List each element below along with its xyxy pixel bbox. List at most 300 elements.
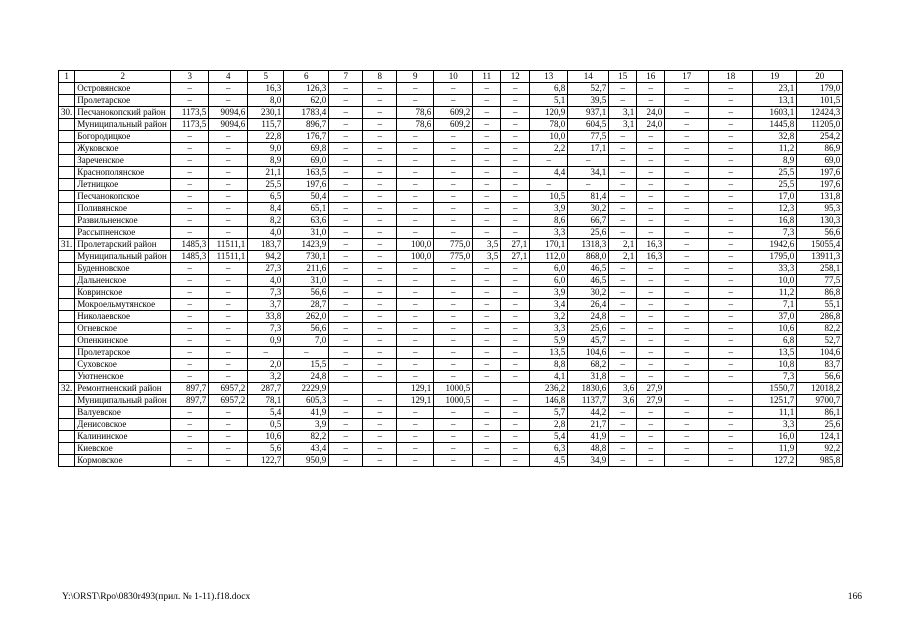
value-cell: – xyxy=(363,191,397,203)
value-cell: – xyxy=(709,143,753,155)
row-number-cell xyxy=(59,191,75,203)
value-cell: – xyxy=(397,419,434,431)
value-cell: – xyxy=(665,335,709,347)
value-cell: – xyxy=(473,155,501,167)
value-cell: – xyxy=(501,311,530,323)
value-cell: – xyxy=(363,347,397,359)
value-cell: – xyxy=(501,203,530,215)
row-number-cell xyxy=(59,407,75,419)
value-cell: 12018,2 xyxy=(797,383,843,395)
footer-file-path: Y:\ORST\Rpo\0830r493(прил. № 1-11).f18.docx xyxy=(62,592,251,602)
value-cell: – xyxy=(609,419,637,431)
value-cell: – xyxy=(171,179,209,191)
value-cell: 122,7 xyxy=(248,455,284,467)
value-cell: – xyxy=(568,155,609,167)
value-cell: 24,0 xyxy=(637,107,665,119)
value-cell: – xyxy=(665,287,709,299)
value-cell: – xyxy=(171,335,209,347)
value-cell: – xyxy=(473,179,501,191)
value-cell: – xyxy=(434,179,473,191)
value-cell: 9094,6 xyxy=(209,107,248,119)
value-cell: 81,4 xyxy=(568,191,609,203)
value-cell: – xyxy=(501,287,530,299)
row-number-cell xyxy=(59,359,75,371)
value-cell: – xyxy=(363,395,397,407)
value-cell: 52,7 xyxy=(568,83,609,95)
value-cell: – xyxy=(709,191,753,203)
value-cell: 197,6 xyxy=(797,167,843,179)
value-cell: – xyxy=(434,95,473,107)
column-number-header: 8 xyxy=(363,71,397,83)
value-cell: – xyxy=(397,263,434,275)
value-cell: – xyxy=(665,143,709,155)
value-cell: – xyxy=(397,443,434,455)
value-cell: – xyxy=(473,287,501,299)
row-number-cell xyxy=(59,299,75,311)
value-cell: – xyxy=(665,263,709,275)
territory-name-cell: Островянское xyxy=(75,83,171,95)
value-cell: 1000,5 xyxy=(434,383,473,395)
value-cell: 31,0 xyxy=(284,275,329,287)
value-cell: 5,4 xyxy=(530,431,568,443)
value-cell: – xyxy=(209,347,248,359)
value-cell: 33,8 xyxy=(248,311,284,323)
value-cell: – xyxy=(609,311,637,323)
value-cell: 21,1 xyxy=(248,167,284,179)
territory-name-cell: Денисовское xyxy=(75,419,171,431)
value-cell: – xyxy=(665,119,709,131)
value-cell: 1173,5 xyxy=(171,107,209,119)
value-cell: – xyxy=(209,287,248,299)
territory-name-cell: Кормовское xyxy=(75,455,171,467)
value-cell: – xyxy=(501,395,530,407)
value-cell: – xyxy=(171,431,209,443)
value-cell: – xyxy=(665,95,709,107)
value-cell: 1485,3 xyxy=(171,251,209,263)
value-cell: – xyxy=(329,335,363,347)
value-cell: – xyxy=(609,347,637,359)
table-header-row xyxy=(59,71,843,83)
value-cell: 100,0 xyxy=(397,239,434,251)
value-cell: – xyxy=(709,179,753,191)
value-cell: – xyxy=(329,191,363,203)
row-number-cell xyxy=(59,167,75,179)
value-cell: 27,3 xyxy=(248,263,284,275)
value-cell: – xyxy=(665,311,709,323)
value-cell: 66,7 xyxy=(568,215,609,227)
row-number-cell xyxy=(59,323,75,335)
value-cell: – xyxy=(709,203,753,215)
value-cell: 68,2 xyxy=(568,359,609,371)
table-row xyxy=(59,107,843,119)
value-cell: – xyxy=(363,455,397,467)
value-cell xyxy=(363,383,397,395)
value-cell: – xyxy=(709,335,753,347)
value-cell: – xyxy=(397,83,434,95)
value-cell: – xyxy=(501,215,530,227)
value-cell: 7,3 xyxy=(753,227,797,239)
value-cell: – xyxy=(609,167,637,179)
value-cell: – xyxy=(665,419,709,431)
territory-name-cell: Калининское xyxy=(75,431,171,443)
value-cell: 6957,2 xyxy=(209,383,248,395)
value-cell: – xyxy=(171,347,209,359)
value-cell: 8,6 xyxy=(530,215,568,227)
value-cell: – xyxy=(329,143,363,155)
value-cell: – xyxy=(329,119,363,131)
column-number-header: 1 xyxy=(59,71,75,83)
value-cell: – xyxy=(709,371,753,383)
value-cell: – xyxy=(209,335,248,347)
value-cell: – xyxy=(363,83,397,95)
value-cell: – xyxy=(434,203,473,215)
value-cell: 25,6 xyxy=(568,227,609,239)
value-cell: 11205,0 xyxy=(797,119,843,131)
value-cell: – xyxy=(434,131,473,143)
value-cell: 124,1 xyxy=(797,431,843,443)
value-cell: 41,9 xyxy=(568,431,609,443)
value-cell: 25,6 xyxy=(568,323,609,335)
value-cell: 104,6 xyxy=(568,347,609,359)
value-cell: 7,0 xyxy=(284,335,329,347)
territory-name-cell: Мокроельмутянское xyxy=(75,299,171,311)
value-cell: – xyxy=(501,323,530,335)
value-cell: 5,7 xyxy=(530,407,568,419)
value-cell: – xyxy=(637,287,665,299)
column-number-header: 2 xyxy=(75,71,171,83)
value-cell: – xyxy=(501,419,530,431)
row-number-cell xyxy=(59,311,75,323)
value-cell: – xyxy=(209,215,248,227)
value-cell: 3,4 xyxy=(530,299,568,311)
value-cell: – xyxy=(473,395,501,407)
value-cell: 258,1 xyxy=(797,263,843,275)
value-cell: 65,1 xyxy=(284,203,329,215)
value-cell: – xyxy=(329,419,363,431)
value-cell: – xyxy=(609,203,637,215)
value-cell: – xyxy=(397,131,434,143)
value-cell: 23,1 xyxy=(753,83,797,95)
value-cell: 5,6 xyxy=(248,443,284,455)
value-cell: – xyxy=(665,203,709,215)
value-cell: 3,5 xyxy=(473,251,501,263)
value-cell: – xyxy=(665,359,709,371)
value-cell: 2,1 xyxy=(609,239,637,251)
value-cell: 25,5 xyxy=(753,167,797,179)
value-cell: 7,3 xyxy=(248,287,284,299)
value-cell: 82,2 xyxy=(284,431,329,443)
value-cell: 605,3 xyxy=(284,395,329,407)
value-cell: 1550,7 xyxy=(753,383,797,395)
value-cell: 11,1 xyxy=(753,407,797,419)
value-cell: – xyxy=(637,431,665,443)
value-cell: – xyxy=(637,143,665,155)
value-cell: – xyxy=(209,191,248,203)
territory-name-cell: Николаевское xyxy=(75,311,171,323)
value-cell: 13911,3 xyxy=(797,251,843,263)
value-cell: 21,7 xyxy=(568,419,609,431)
value-cell: 24,0 xyxy=(637,119,665,131)
value-cell: – xyxy=(209,167,248,179)
value-cell: 7,3 xyxy=(753,371,797,383)
value-cell: – xyxy=(709,251,753,263)
value-cell: – xyxy=(473,443,501,455)
value-cell: 262,0 xyxy=(284,311,329,323)
value-cell: – xyxy=(434,419,473,431)
value-cell: 197,6 xyxy=(797,179,843,191)
value-cell: 1445,8 xyxy=(753,119,797,131)
value-cell: 126,3 xyxy=(284,83,329,95)
value-cell: 6,8 xyxy=(530,83,568,95)
row-number-cell xyxy=(59,371,75,383)
value-cell: – xyxy=(568,179,609,191)
value-cell: – xyxy=(434,407,473,419)
value-cell: – xyxy=(434,167,473,179)
value-cell: 94,2 xyxy=(248,251,284,263)
value-cell: – xyxy=(473,431,501,443)
value-cell: 230,1 xyxy=(248,107,284,119)
value-cell: 25,6 xyxy=(797,419,843,431)
value-cell: 3,6 xyxy=(609,395,637,407)
value-cell: – xyxy=(637,419,665,431)
value-cell: – xyxy=(501,359,530,371)
value-cell: 77,5 xyxy=(568,131,609,143)
value-cell: – xyxy=(397,167,434,179)
value-cell: – xyxy=(637,323,665,335)
table-row xyxy=(59,347,843,359)
value-cell: 10,6 xyxy=(753,323,797,335)
value-cell: – xyxy=(397,275,434,287)
column-number-header: 4 xyxy=(209,71,248,83)
value-cell: – xyxy=(209,95,248,107)
table-row xyxy=(59,215,843,227)
value-cell: 37,0 xyxy=(753,311,797,323)
value-cell: 1795,0 xyxy=(753,251,797,263)
value-cell: 4,0 xyxy=(248,227,284,239)
column-number-header: 11 xyxy=(473,71,501,83)
value-cell: – xyxy=(473,335,501,347)
value-cell: – xyxy=(709,131,753,143)
value-cell: – xyxy=(363,251,397,263)
value-cell: 78,0 xyxy=(530,119,568,131)
row-number-cell xyxy=(59,287,75,299)
territory-name-cell: Опенкинское xyxy=(75,335,171,347)
value-cell: – xyxy=(473,203,501,215)
territory-name-cell: Песчанокопский район xyxy=(75,107,171,119)
value-cell: 0,5 xyxy=(248,419,284,431)
value-cell: – xyxy=(284,347,329,359)
value-cell: – xyxy=(329,239,363,251)
value-cell: – xyxy=(637,443,665,455)
value-cell: 52,7 xyxy=(797,335,843,347)
table-row xyxy=(59,227,843,239)
value-cell: 5,4 xyxy=(248,407,284,419)
value-cell: – xyxy=(665,443,709,455)
value-cell: – xyxy=(171,275,209,287)
column-number-header: 7 xyxy=(329,71,363,83)
row-number-cell: 31. xyxy=(59,239,75,251)
row-number-cell xyxy=(59,335,75,347)
value-cell: – xyxy=(329,107,363,119)
territory-name-cell: Буденновское xyxy=(75,263,171,275)
territory-name-cell: Пролетарский район xyxy=(75,239,171,251)
value-cell: 10,5 xyxy=(530,191,568,203)
value-cell: 33,3 xyxy=(753,263,797,275)
row-number-cell xyxy=(59,119,75,131)
table-row xyxy=(59,395,843,407)
value-cell: – xyxy=(171,323,209,335)
value-cell: – xyxy=(473,419,501,431)
value-cell: 26,4 xyxy=(568,299,609,311)
value-cell: – xyxy=(709,455,753,467)
value-cell: – xyxy=(434,215,473,227)
territory-name-cell: Зареченское xyxy=(75,155,171,167)
value-cell: – xyxy=(609,323,637,335)
value-cell: – xyxy=(637,311,665,323)
value-cell: – xyxy=(609,443,637,455)
value-cell: – xyxy=(363,299,397,311)
value-cell: – xyxy=(709,155,753,167)
value-cell: 3,9 xyxy=(284,419,329,431)
table-row xyxy=(59,167,843,179)
value-cell: – xyxy=(434,431,473,443)
value-cell: 179,0 xyxy=(797,83,843,95)
value-cell: – xyxy=(329,407,363,419)
value-cell: 27,9 xyxy=(637,383,665,395)
value-cell: – xyxy=(609,371,637,383)
value-cell: – xyxy=(329,443,363,455)
value-cell: – xyxy=(209,83,248,95)
value-cell: – xyxy=(473,311,501,323)
value-cell: – xyxy=(397,155,434,167)
value-cell: – xyxy=(171,215,209,227)
value-cell: 176,7 xyxy=(284,131,329,143)
value-cell: 17,1 xyxy=(568,143,609,155)
value-cell: – xyxy=(501,299,530,311)
table-row xyxy=(59,263,843,275)
territory-name-cell: Муниципальный район xyxy=(75,251,171,263)
table-row xyxy=(59,131,843,143)
row-number-cell xyxy=(59,275,75,287)
value-cell: 11,2 xyxy=(753,143,797,155)
value-cell: 1603,1 xyxy=(753,107,797,119)
value-cell: 95,3 xyxy=(797,203,843,215)
value-cell: – xyxy=(709,107,753,119)
value-cell: – xyxy=(665,299,709,311)
table-row xyxy=(59,143,843,155)
value-cell: 120,9 xyxy=(530,107,568,119)
value-cell: – xyxy=(609,359,637,371)
value-cell: – xyxy=(209,263,248,275)
value-cell: – xyxy=(473,215,501,227)
value-cell: 730,1 xyxy=(284,251,329,263)
value-cell: – xyxy=(363,179,397,191)
value-cell: – xyxy=(171,359,209,371)
value-cell: 163,5 xyxy=(284,167,329,179)
value-cell: – xyxy=(434,287,473,299)
value-cell: 3,6 xyxy=(609,383,637,395)
table-row xyxy=(59,119,843,131)
value-cell: 286,8 xyxy=(797,311,843,323)
value-cell: 56,6 xyxy=(284,287,329,299)
value-cell: – xyxy=(637,371,665,383)
value-cell: – xyxy=(363,443,397,455)
value-cell: – xyxy=(530,179,568,191)
value-cell: 10,8 xyxy=(753,359,797,371)
value-cell: 13,5 xyxy=(530,347,568,359)
value-cell: – xyxy=(473,455,501,467)
value-cell: 10,0 xyxy=(530,131,568,143)
value-cell: 25,5 xyxy=(248,179,284,191)
territory-name-cell: Муниципальный район xyxy=(75,395,171,407)
value-cell: – xyxy=(363,131,397,143)
value-cell: – xyxy=(665,155,709,167)
value-cell: – xyxy=(329,287,363,299)
value-cell: – xyxy=(329,155,363,167)
territory-name-cell: Дальненское xyxy=(75,275,171,287)
value-cell: 146,8 xyxy=(530,395,568,407)
row-number-cell xyxy=(59,95,75,107)
value-cell: 16,8 xyxy=(753,215,797,227)
value-cell: 34,9 xyxy=(568,455,609,467)
value-cell: – xyxy=(709,407,753,419)
value-cell: – xyxy=(209,143,248,155)
value-cell: 3,3 xyxy=(530,227,568,239)
value-cell: – xyxy=(501,131,530,143)
value-cell: 3,7 xyxy=(248,299,284,311)
territory-name-cell: Пролетарское xyxy=(75,347,171,359)
value-cell: – xyxy=(637,227,665,239)
territory-name-cell: Жуковское xyxy=(75,143,171,155)
territory-name-cell: Ремонтненский район xyxy=(75,383,171,395)
value-cell: 22,8 xyxy=(248,131,284,143)
value-cell: – xyxy=(209,359,248,371)
value-cell: – xyxy=(709,359,753,371)
value-cell: – xyxy=(397,407,434,419)
table-row xyxy=(59,95,843,107)
value-cell: 604,5 xyxy=(568,119,609,131)
value-cell: – xyxy=(209,443,248,455)
value-cell: – xyxy=(609,215,637,227)
value-cell: 69,0 xyxy=(284,155,329,167)
value-cell: 8,0 xyxy=(248,95,284,107)
value-cell: 56,6 xyxy=(797,371,843,383)
value-cell: – xyxy=(363,419,397,431)
value-cell: – xyxy=(709,119,753,131)
value-cell: 78,1 xyxy=(248,395,284,407)
value-cell: – xyxy=(709,395,753,407)
value-cell: – xyxy=(363,155,397,167)
value-cell: – xyxy=(637,335,665,347)
row-number-cell xyxy=(59,419,75,431)
value-cell: – xyxy=(363,215,397,227)
value-cell: – xyxy=(209,299,248,311)
value-cell: – xyxy=(501,263,530,275)
value-cell: 3,3 xyxy=(753,419,797,431)
value-cell: – xyxy=(665,131,709,143)
value-cell: – xyxy=(609,287,637,299)
value-cell: – xyxy=(609,335,637,347)
value-cell: – xyxy=(363,311,397,323)
table-row xyxy=(59,251,843,263)
value-cell: – xyxy=(609,455,637,467)
value-cell: 78,6 xyxy=(397,107,434,119)
value-cell: – xyxy=(709,347,753,359)
value-cell: – xyxy=(171,83,209,95)
value-cell: – xyxy=(171,155,209,167)
value-cell: 183,7 xyxy=(248,239,284,251)
data-table-container xyxy=(58,70,843,467)
